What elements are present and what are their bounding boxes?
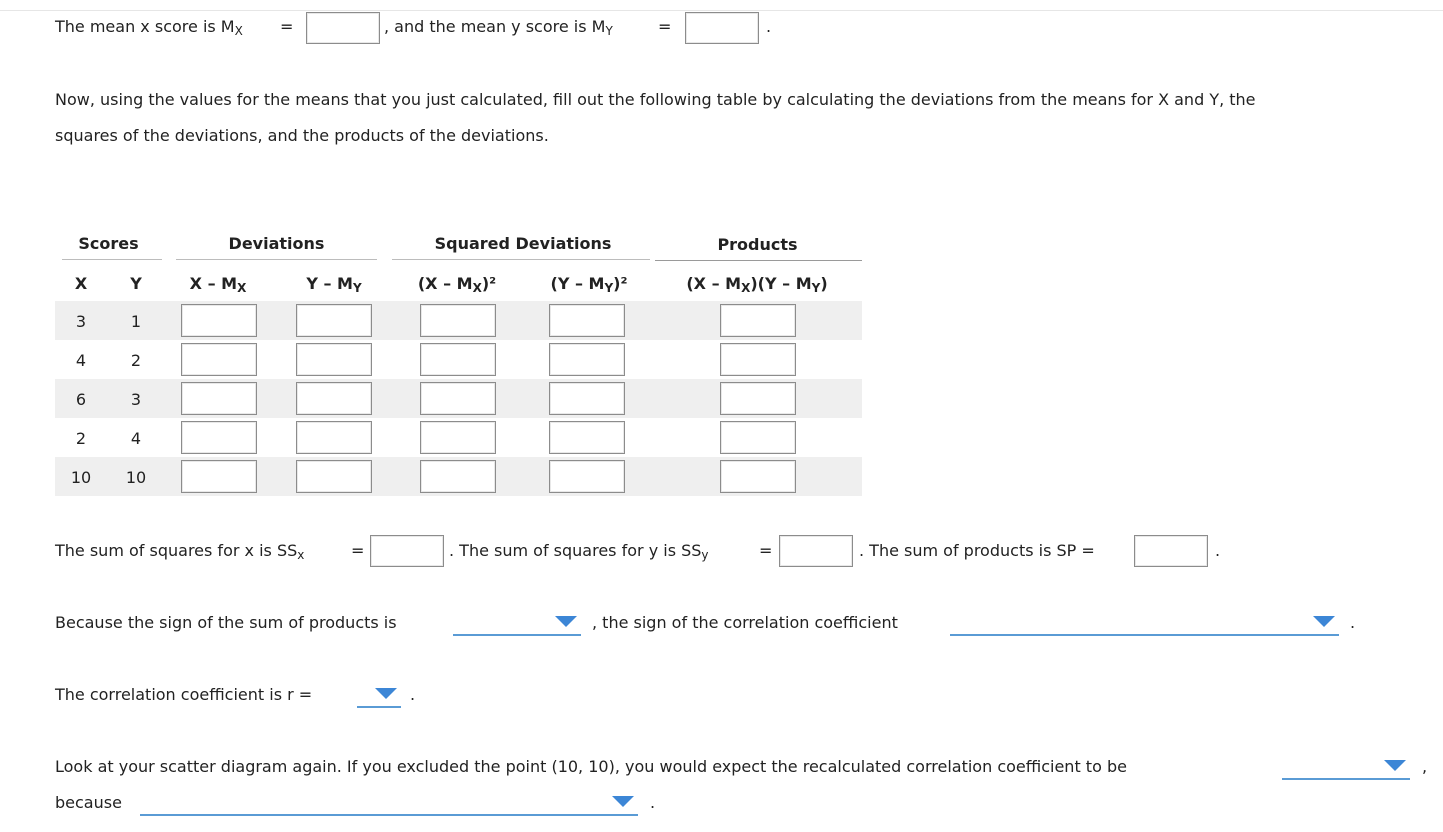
cell-y: 4: [130, 429, 142, 448]
sign-sp-label: Because the sign of the sum of products is: [55, 613, 397, 632]
sign-r-label: , the sign of the correlation coefficient: [592, 613, 898, 632]
r-sign-dropdown[interactable]: [950, 610, 1339, 636]
table-row: [55, 379, 862, 418]
table-row: [55, 340, 862, 379]
sq-y-input[interactable]: [549, 343, 625, 376]
product-input[interactable]: [720, 460, 796, 493]
table-row: [55, 457, 862, 496]
col-dev-x: X – $M_X$: [189, 274, 247, 295]
r-value-dropdown[interactable]: [357, 682, 401, 708]
dev-y-input[interactable]: [296, 382, 372, 415]
header-products: Products: [717, 235, 798, 254]
mean-period: .: [766, 17, 772, 36]
instructions-line-1: Now, using the values for the means that you just calculated, fill out the following table by calculating the deviations from the means for X and Y, the: [55, 90, 1256, 109]
ssy-equals: =: [759, 541, 773, 560]
chevron-down-icon: [555, 616, 577, 627]
header-deviations: Deviations: [228, 234, 325, 253]
chevron-down-icon: [1313, 616, 1335, 627]
table-row: [55, 418, 862, 457]
ssy-label: . The sum of squares for y is $SS_y$: [449, 541, 709, 562]
product-input[interactable]: [720, 382, 796, 415]
because-label: because: [55, 793, 122, 812]
cell-y: 1: [130, 312, 142, 331]
corr-label: The correlation coefficient is r =: [55, 685, 313, 704]
ssy-input[interactable]: [779, 535, 853, 567]
dev-x-input[interactable]: [181, 382, 257, 415]
cell-x: 6: [75, 390, 87, 409]
dev-x-input[interactable]: [181, 421, 257, 454]
product-input[interactable]: [720, 343, 796, 376]
table-row: [55, 301, 862, 340]
cell-x: 3: [75, 312, 87, 331]
dev-y-input[interactable]: [296, 421, 372, 454]
products-underline: [655, 260, 862, 261]
chevron-down-icon: [1384, 760, 1406, 771]
dev-x-input[interactable]: [181, 304, 257, 337]
recalc-r-dropdown[interactable]: [1282, 754, 1410, 780]
sp-sign-dropdown[interactable]: [453, 610, 581, 636]
because-dropdown[interactable]: [140, 790, 638, 816]
cell-y: 3: [130, 390, 142, 409]
instructions-line-2: squares of the deviations, and the products of the deviations.: [55, 126, 549, 145]
col-x: X: [74, 274, 88, 293]
ssx-equals: =: [351, 541, 365, 560]
squared-underline: [392, 259, 650, 260]
scatter-question: Look at your scatter diagram again. If you excluded the point (10, 10), you would expect the recalculated correlation coefficient to be: [55, 757, 1127, 776]
mean-y-label: , and the mean y score is $M_Y$: [384, 17, 613, 38]
deviations-underline: [176, 259, 377, 260]
scores-underline: [62, 259, 162, 260]
scatter-comma: ,: [1422, 757, 1428, 776]
mean-x-label: The mean x score is $M_X$: [55, 17, 243, 38]
sign-period: .: [1350, 613, 1356, 632]
mean-y-equals: =: [658, 17, 672, 36]
col-sq-y: $(Y - M_Y)^2$: [550, 274, 628, 295]
dev-y-input[interactable]: [296, 343, 372, 376]
mean-x-equals: =: [280, 17, 294, 36]
mean-y-input[interactable]: [685, 12, 759, 44]
dev-y-input[interactable]: [296, 460, 372, 493]
chevron-down-icon: [375, 688, 397, 699]
cell-y: 10: [125, 468, 147, 487]
sq-y-input[interactable]: [549, 304, 625, 337]
because-period: .: [650, 793, 656, 812]
header-squared-deviations: Squared Deviations: [434, 234, 612, 253]
col-y: Y: [130, 274, 142, 293]
col-dev-y: Y – $M_Y$: [306, 274, 362, 295]
header-scores: Scores: [78, 234, 139, 253]
cell-y: 2: [130, 351, 142, 370]
cell-x: 10: [70, 468, 92, 487]
corr-period: .: [410, 685, 416, 704]
sp-input[interactable]: [1134, 535, 1208, 567]
sq-x-input[interactable]: [420, 460, 496, 493]
sums-period: .: [1215, 541, 1221, 560]
ssx-label: The sum of squares for x is $SS_x$: [55, 541, 305, 562]
cell-x: 2: [75, 429, 87, 448]
dev-x-input[interactable]: [181, 343, 257, 376]
ssx-input[interactable]: [370, 535, 444, 567]
product-input[interactable]: [720, 304, 796, 337]
mean-x-input[interactable]: [306, 12, 380, 44]
col-products: $(X - M_X)(Y - M_Y)$: [686, 274, 828, 295]
product-input[interactable]: [720, 421, 796, 454]
sq-x-input[interactable]: [420, 382, 496, 415]
sq-x-input[interactable]: [420, 343, 496, 376]
col-sq-x: $(X - M_X)^2$: [417, 274, 497, 295]
sq-y-input[interactable]: [549, 421, 625, 454]
sq-y-input[interactable]: [549, 382, 625, 415]
cell-x: 4: [75, 351, 87, 370]
top-divider: [0, 10, 1443, 11]
chevron-down-icon: [612, 796, 634, 807]
sq-x-input[interactable]: [420, 304, 496, 337]
dev-y-input[interactable]: [296, 304, 372, 337]
sq-x-input[interactable]: [420, 421, 496, 454]
sq-y-input[interactable]: [549, 460, 625, 493]
dev-x-input[interactable]: [181, 460, 257, 493]
sp-label: . The sum of products is SP =: [859, 541, 1095, 560]
